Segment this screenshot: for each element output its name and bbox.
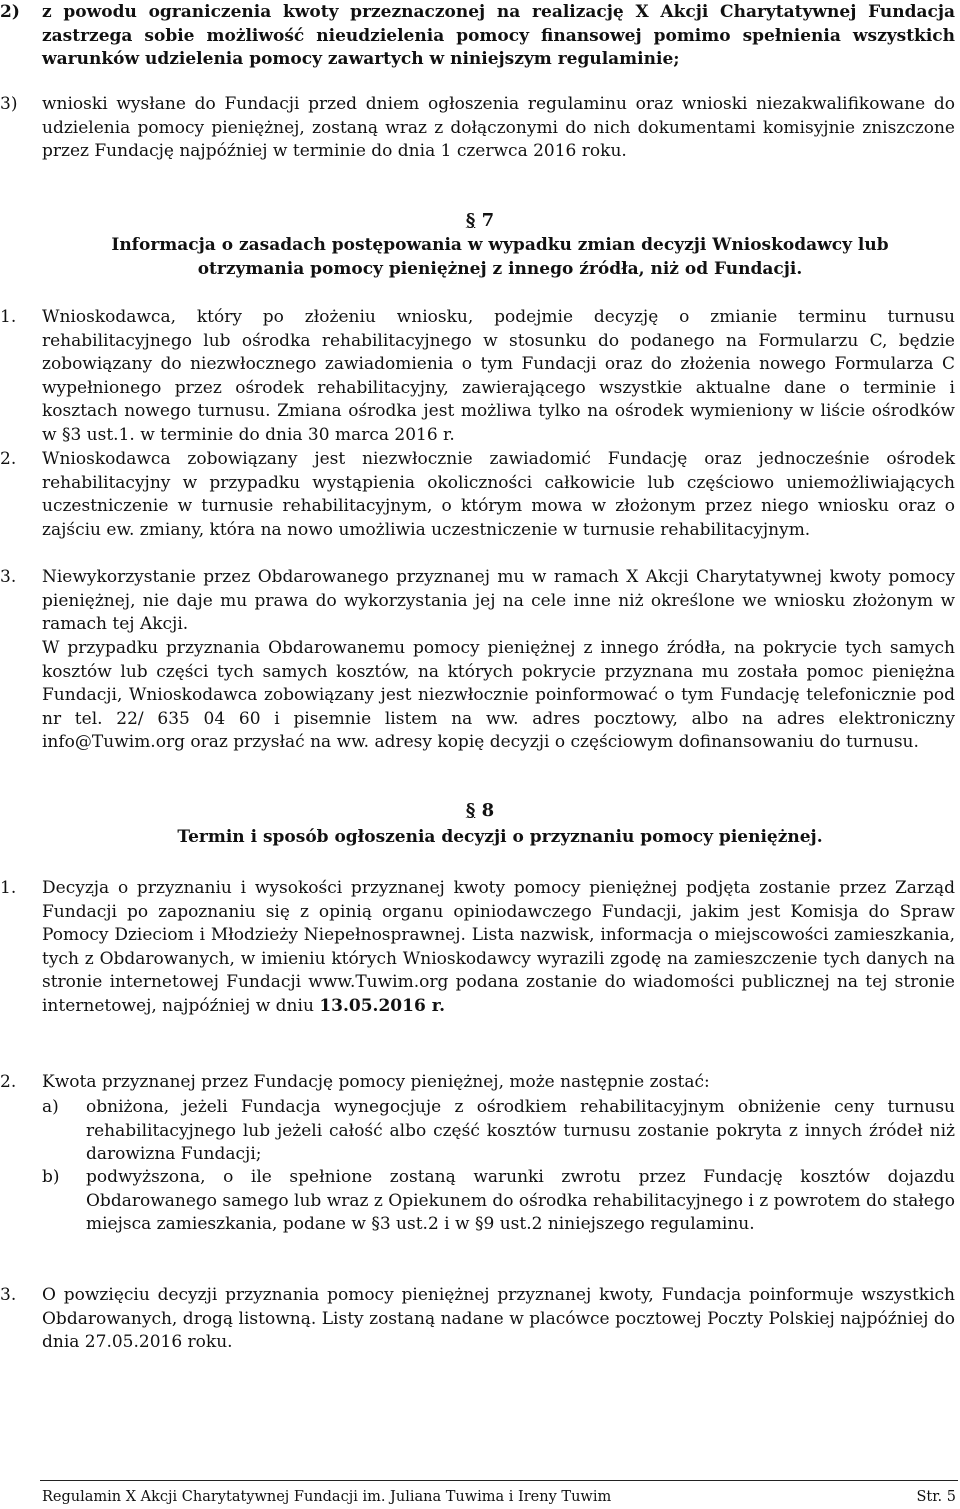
section-7-item-3 — [0, 566, 955, 637]
section-7-extra-paragraph: W przypadku przyznania Obdarowanemu pomocy pieniężnej z innego źródła, na pokrycie tych samych kosztów lub części tych samych kosztów, na których pokrycie przyznana mu została pomoc pieniężna Fundacji, Wnioskodawca zobowiązany jest niezwłocznie poinformować o tym Fundację telefonicznie pod nr tel. 22/ 635 04 60 i pisemnie listem na ww. adres pocztowy, albo na adres elektroniczny info@Tuwim.org oraz przysłać na ww. adresy kopię decyzji o częściowym dofinansowaniu do turnusu. — [42, 638, 955, 752]
section-8-subitem-b — [42, 1166, 955, 1237]
section-7-item-2 — [0, 448, 955, 542]
section-8-title: Termin i sposób ogłoszenia decyzji o przyznaniu pomocy pieniężnej. — [177, 827, 823, 847]
section-8-item-3-text: O powzięciu decyzji przyznania pomocy pieniężnej przyznanej kwoty, Fundacja poinformuje wszystkich Obdarowanych, drogą listowną. Listy zostaną nadane w placówce pocztowej Poczty Polskiej najpóźniej do dnia 27.05.2016 roku. — [42, 1285, 955, 1352]
section-7-item-3-text: Niewykorzystanie przez Obdarowanego przyznanej mu w ramach X Akcji Charytatywnej kwoty pomocy pieniężnej, nie daje mu prawa do wykorzystania jej na cele inne niż określone we wniosku złożonym w ramach tej Akcji. — [42, 567, 955, 634]
section-8-sign: § — [465, 800, 476, 821]
intro-item-3-number: 3) — [0, 94, 18, 114]
section-7-item-1-number: 1. — [0, 307, 17, 327]
section-8-number: 8 — [481, 800, 495, 821]
section-7-heading-number — [0, 210, 960, 231]
section-8-item-3 — [0, 1284, 955, 1355]
section-7-number: 7 — [481, 210, 495, 231]
section-8-item-1-date: 13.05.2016 r. — [319, 995, 446, 1016]
section-7-sign: § — [465, 210, 476, 231]
section-7-item-3-number: 3. — [0, 567, 17, 587]
section-7-item-1-text: Wnioskodawca, który po złożeniu wniosku, podejmie decyzję o zmianie terminu turnusu rehabilitacyjnego lub ośrodka rehabilitacyjnego w stosunku do podanego na Formularzu C, będzie zobowiązany do niezwłocznego zawiadomienia o tym Fundacji oraz do złożenia nowego Formularza C wypełnionego przez ośrodek rehabilitacyjny, zawierającego wszystkie aktualne dane o terminie i kosztach nowego turnusu. Zmiana ośrodka jest możliwa tylko na ośrodek wymieniony w liście ośrodków w §3 ust.1. w terminie do dnia 30 marca 2016 r. — [42, 307, 955, 445]
section-8-subitem-b-label: b) — [42, 1167, 60, 1187]
section-7-title: Informacja o zasadach postępowania w wypadku zmian decyzji Wnioskodawcy lub otrzymania pomocy pieniężnej z innego źródła, niż od Fundacji. — [111, 235, 889, 279]
intro-item-2 — [0, 1, 955, 72]
section-8-item-1-text: Decyzja o przyznaniu i wysokości przyznanej kwoty pomocy pieniężnej podjęta zostanie przez Zarząd Fundacji po zapoznaniu się z opinią organu opiniodawczego Fundacji, jakim jest Komisja do Spraw Pomocy Dzieciom i Młodzieży Niepełnosprawnej. Lista nazwisk, informacja o miejscowości zamieszkania, tych z Obdarowanych, w imieniu których Wnioskodawcy wyrazili zgodę na zamieszczenie tych danych na stronie internetowej Fundacji www.Tuwim.org podana zostanie do wiadomości publicznej na tej stronie internetowej, najpóźniej w dniu — [42, 878, 955, 1016]
section-8-heading-number — [0, 800, 960, 821]
intro-item-2-number: 2) — [0, 2, 20, 22]
footer-page-number: Str. 5 — [916, 1489, 956, 1505]
section-8-item-2-text: Kwota przyznanej przez Fundację pomocy pieniężnej, może następnie zostać: — [42, 1072, 710, 1092]
section-8-item-3-number: 3. — [0, 1285, 17, 1305]
section-7-item-2-number: 2. — [0, 449, 17, 469]
section-8-subitem-a — [42, 1096, 955, 1167]
footer-divider — [40, 1480, 958, 1481]
intro-item-3-text: wnioski wysłane do Fundacji przed dniem ogłoszenia regulaminu oraz wnioski niezakwalifikowane do udzielenia pomocy pieniężnej, zostaną wraz z dołączonymi do nich dokumentami komisyjnie zniszczone przez Fundację najpóźniej w terminie do dnia 1 czerwca 2016 roku. — [42, 94, 955, 161]
intro-item-3 — [0, 93, 955, 164]
section-8-item-1 — [0, 877, 955, 1018]
section-7-item-1 — [0, 306, 955, 447]
section-7-item-2-text: Wnioskodawca zobowiązany jest niezwłocznie zawiadomić Fundację oraz jednocześnie ośrodek rehabilitacyjny w przypadku wystąpienia okoliczności całkowicie lub częściowo uniemożliwiających uczestniczenie w turnusie rehabilitacyjnym, o którym mowa w złożonym przez niego wniosku oraz o zajściu ew. zmiany, która na nowo umożliwia uczestniczenie w turnusie rehabilitacyjnym. — [42, 449, 955, 540]
section-8-subitem-a-text: obniżona, jeżeli Fundacja wynegocjuje z ośrodkiem rehabilitacyjnym obniżenie ceny turnusu rehabilitacyjnego lub jeżeli całość albo część kosztów turnusu zostanie pokryta z innych źródeł niż darowizna Fundacji; — [86, 1097, 955, 1164]
section-8-item-2 — [0, 1071, 955, 1095]
footer-document-title: Regulamin X Akcji Charytatywnej Fundacji im. Juliana Tuwima i Ireny Tuwim — [42, 1489, 612, 1505]
section-8-item-2-number: 2. — [0, 1072, 17, 1092]
section-8-subitem-b-text: podwyższona, o ile spełnione zostaną warunki zwrotu przez Fundację kosztów dojazdu Obdarowanego samego lub wraz z Opiekunem do ośrodka rehabilitacyjnego i z powrotem do stałego miejsca zamieszkania, podane w §3 ust.2 i w §9 ust.2 niniejszego regulaminu. — [86, 1167, 955, 1234]
section-8-item-1-number: 1. — [0, 878, 17, 898]
section-8-subitem-a-label: a) — [42, 1097, 59, 1117]
intro-item-2-text: z powodu ograniczenia kwoty przeznaczonej na realizację X Akcji Charytatywnej Fundacja zastrzega sobie możliwość nieudzielenia pomocy finansowej pomimo spełnienia wszystkich warunków udzielenia pomocy zawartych w niniejszym regulaminie; — [42, 2, 955, 69]
